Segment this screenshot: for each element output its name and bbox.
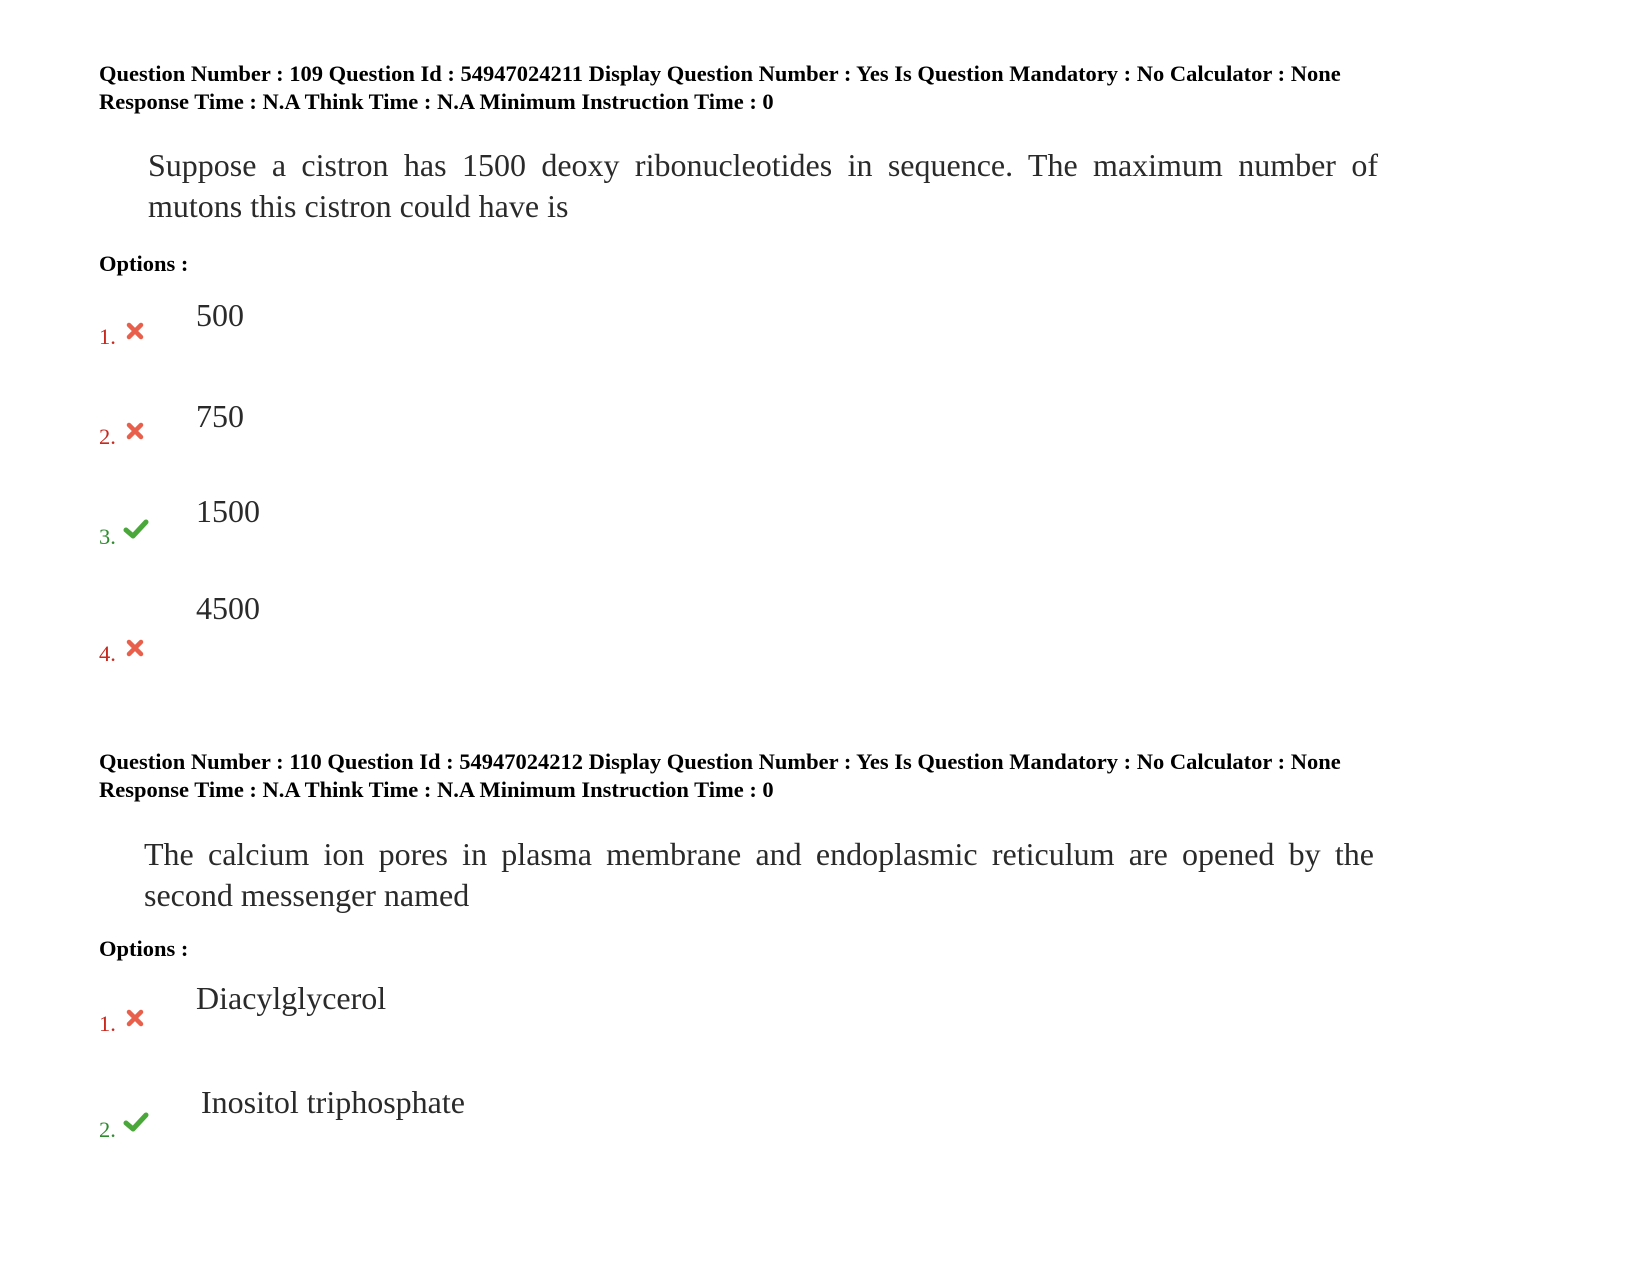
option-number: 2. (99, 1117, 116, 1142)
option-text: Inositol triphosphate (201, 1084, 465, 1120)
option-number: 2. (99, 424, 116, 449)
cross-icon (124, 320, 146, 342)
cross-icon (124, 1007, 146, 1029)
question-109-text: Suppose a cistron has 1500 deoxy ribonucleotides in sequence. The maximum number of mutons this cistron could have is (148, 147, 1378, 224)
check-icon (123, 518, 149, 540)
option-number: 1. (99, 324, 116, 349)
cross-icon (124, 637, 146, 659)
option-text: 4500 (196, 590, 260, 626)
option-text: Diacylglycerol (196, 980, 387, 1016)
option-number: 3. (99, 524, 116, 549)
options-label: Options : (99, 936, 189, 961)
question-110-text: The calcium ion pores in plasma membrane and endoplasmic reticulum are opened by the second messenger named (144, 836, 1374, 913)
option-number: 1. (99, 1011, 116, 1036)
question-109-metadata (99, 60, 1341, 116)
question-meta-line-1: Question Number : 110 Question Id : 54947024212 Display Question Number : Yes Is Question Mandatory : No Calculator : None (99, 749, 1341, 774)
question-110-metadata (99, 748, 1341, 804)
option-text: 500 (196, 297, 244, 333)
cross-icon (124, 420, 146, 442)
option-text: 1500 (196, 493, 260, 529)
check-icon (123, 1111, 149, 1133)
question-meta-line-2: Response Time : N.A Think Time : N.A Minimum Instruction Time : 0 (99, 89, 774, 114)
options-label: Options : (99, 251, 189, 276)
option-number: 4. (99, 641, 116, 666)
option-text: 750 (196, 398, 244, 434)
question-meta-line-2: Response Time : N.A Think Time : N.A Minimum Instruction Time : 0 (99, 777, 774, 802)
question-meta-line-1: Question Number : 109 Question Id : 54947024211 Display Question Number : Yes Is Question Mandatory : No Calculator : None (99, 61, 1341, 86)
